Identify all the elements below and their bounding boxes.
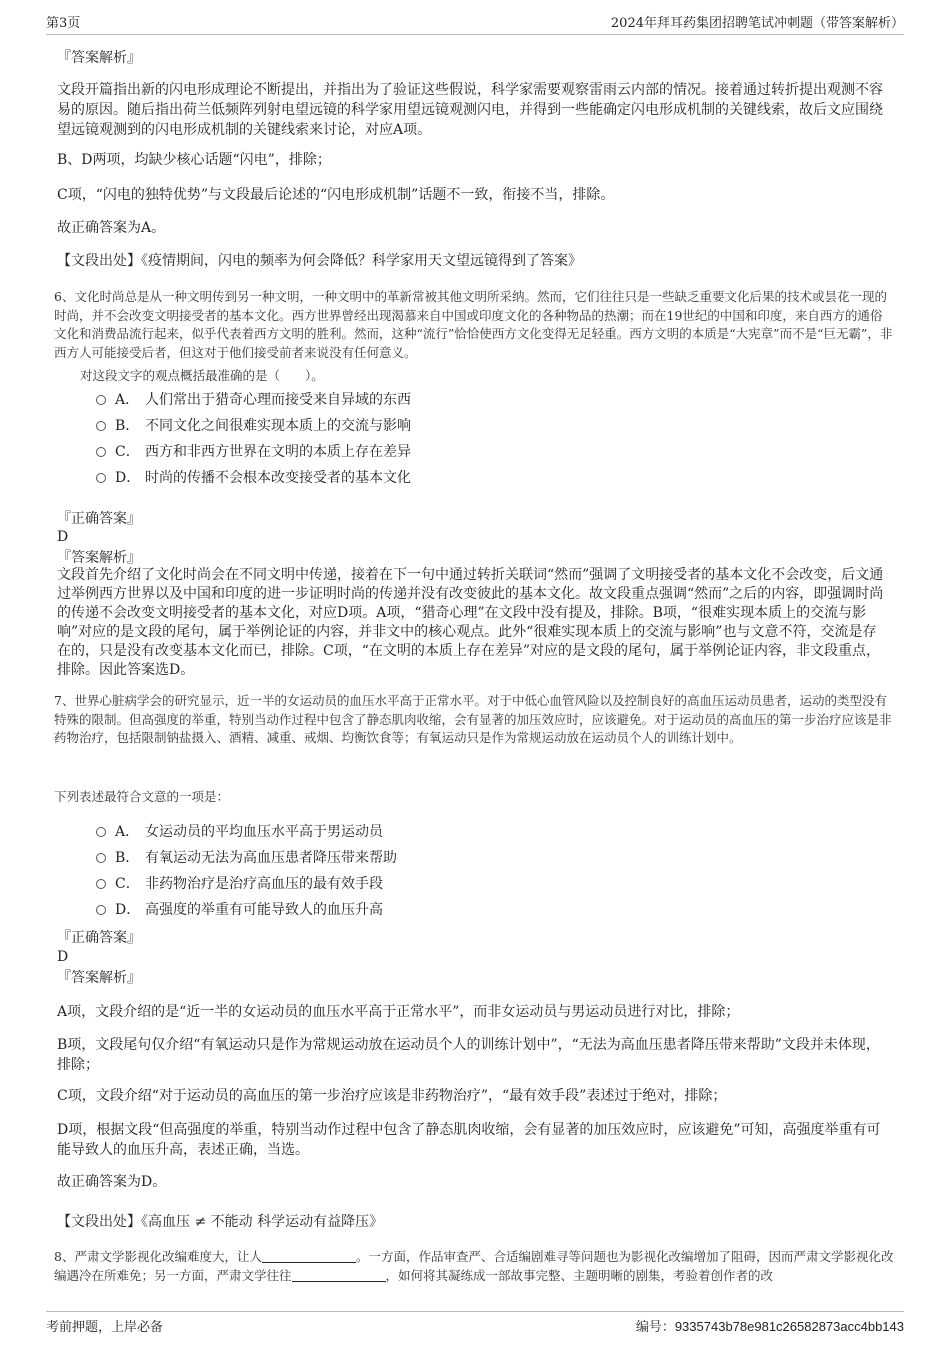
radio-icon[interactable] <box>96 905 106 915</box>
q6-stem: 6、文化时尚总是从一种文明传到另一种文明，一种文明中的革新常被其他文明所采纳。然而，它们往往只是一些缺乏重要文化后果的技术或昙花一现的时尚，并不会改变文明接受者的基本文化。西方世界曾经出现渴慕来自中国或印度文化的各种物品的热潮；而在19世纪的中国和印度，来自西方的通俗文化和消费品流行起来，似乎代表着西方文明的胜利。然而，这种“流行”恰恰使西方文化变得无足轻重。西方文明的本质是“大宪章”而不是“巨无霸”，非西方人可能接受后者，但这对于他们接受前者来说没有任何意义。 <box>54 289 893 360</box>
q7-answer-label: 『正确答案』 <box>57 930 141 946</box>
q6-option-b[interactable]: B． 不同文化之间很难实现本质上的交流与影响 <box>96 416 411 436</box>
page-footer <box>46 1311 904 1335</box>
q7-conclusion: 故正确答案为D。 <box>57 1174 167 1190</box>
radio-icon[interactable] <box>96 473 106 483</box>
q6-option-d[interactable]: D． 时尚的传播不会根本改变接受者的基本文化 <box>96 468 411 488</box>
q7-question: 下列表述最符合文意的一项是： <box>54 789 230 804</box>
radio-icon[interactable] <box>96 395 106 405</box>
q7-option-a[interactable]: A． 女运动员的平均血压水平高于男运动员 <box>96 822 383 842</box>
q7-option-b[interactable]: B． 有氧运动无法为高血压患者降压带来帮助 <box>96 848 397 868</box>
q5-analysis-c: C项，“闪电的独特优势”与文段最后论述的“闪电形成机制”话题不一致，衔接不当，排除。 <box>57 187 615 203</box>
page-number: 第3页 <box>46 16 81 31</box>
q6-analysis: 文段首先介绍了文化时尚会在不同文明中传递，接着在下一句中通过转折关联词“然而”强调了文明接受者的基本文化不会改变，后文通过举例西方世界以及中国和印度的进一步证明时尚的传递并没有改变彼此的基本文化。故文段重点强调“然而”之后的内容，即强调时尚的传递不会改变文明接受者的基本文化，对应D项。A项，“猎奇心理”在文段中没有提及，排除。B项，“很难实现本质上的交流与影响”对应的是文段的尾句，属于举例论证的内容，并非文中的核心观点。此外“很难实现本质上的交流与影响”也与文意不符，交流是存在的，只是没有改变基本文化而已，排除。C项，“在文明的本质上存在差异”对应的是文段的尾句，属于举例论证内容，非文段重点，排除。因此答案选D。 <box>57 567 884 678</box>
q5-analysis-bd: B、D两项，均缺少核心话题“闪电”，排除； <box>57 152 331 168</box>
fill-blank[interactable] <box>262 1250 356 1263</box>
fill-blank[interactable] <box>292 1269 386 1282</box>
q6-option-a[interactable]: A． 人们常出于猎奇心理而接受来自异域的东西 <box>96 390 411 410</box>
q8-stem: 8、严肃文学影视化改编难度大，让人 。一方面，作品审查严、合适编剧难寻等问题也为影视化改编增加了阻碍，因而严肃文学影视化改编遇冷在所难免；另一方面，严肃文学往往 ，如何将其凝练成一部故事完整、主题明晰的剧集，考验着创作者的改 <box>54 1249 894 1283</box>
document-code: 编号：9335743b78e981c26582873acc4bb143 <box>635 1319 904 1334</box>
q6-answer: D <box>57 529 69 545</box>
q7-analysis-c: C项，文段介绍“对于运动员的高血压的第一步治疗应该是非药物治疗”，“最有效手段”表述过于绝对，排除； <box>57 1088 727 1104</box>
q6-question: 对这段文字的观点概括最准确的是（ ）。 <box>80 368 324 383</box>
q7-analysis-label: 『答案解析』 <box>57 970 141 986</box>
q7-option-c[interactable]: C． 非药物治疗是治疗高血压的最有效手段 <box>96 874 383 894</box>
radio-icon[interactable] <box>96 879 106 889</box>
q5-source: 【文段出处】《疫情期间，闪电的频率为何会降低？科学家用天文望远镜得到了答案》 <box>57 253 582 269</box>
q7-analysis-d: D项，根据文段“但高强度的举重，特别当动作过程中包含了静态肌肉收缩，会有显著的加压效应时，应该避免”可知，高强度举重有可能导致人的血压升高，表述正确，当选。 <box>57 1122 881 1158</box>
q7-source: 【文段出处】《高血压 ≠ 不能动 科学运动有益降压》 <box>57 1214 384 1230</box>
q7-analysis-a: A项，文段介绍的是“近一半的女运动员的血压水平高于正常水平”，而非女运动员与男运动员进行对比，排除； <box>57 1004 740 1020</box>
q7-answer: D <box>57 949 69 965</box>
analysis-label: 『答案解析』 <box>57 50 141 66</box>
footer-slogan: 考前押题，上岸必备 <box>46 1320 164 1335</box>
document-title: 2024年拜耳药集团招聘笔试冲刺题（带答案解析） <box>610 16 904 31</box>
radio-icon[interactable] <box>96 421 106 431</box>
q5-analysis-text: 文段开篇指出新的闪电形成理论不断提出，并指出为了验证这些假说，科学家需要观察雷雨云内部的情况。接着通过转折提出观测不容易的原因。随后指出荷兰低频阵列射电望远镜的科学家用望远镜观测闪电，并得到一些能确定闪电形成机制的关键线索，故后文应围绕望远镜观测到的闪电形成机制的关键线索来讨论，对应A项。 <box>57 82 883 138</box>
q6-analysis-label: 『答案解析』 <box>57 550 141 566</box>
q7-analysis-b: B项，文段尾句仅介绍“有氧运动只是作为常规运动放在运动员个人的训练计划中”，“无法为高血压患者降压带来帮助”文段并未体现，排除； <box>57 1037 880 1073</box>
q5-conclusion: 故正确答案为A。 <box>57 220 166 236</box>
radio-icon[interactable] <box>96 447 106 457</box>
q7-option-d[interactable]: D． 高强度的举重有可能导致人的血压升高 <box>96 900 383 920</box>
q7-stem: 7、世界心脏病学会的研究显示，近一半的女运动员的血压水平高于正常水平。对于中低心血管风险以及控制良好的高血压运动员患者，运动的类型没有特殊的限制。但高强度的举重，特别当动作过程中包含了静态肌肉收缩，会有显著的加压效应时，应该避免。对于运动员的高血压的第一步治疗应该是非药物治疗，包括限制钠盐摄入、酒精、减重、戒烟、均衡饮食等；有氧运动只是作为常规运动放在运动员个人的训练计划中。 <box>54 693 892 745</box>
q6-answer-label: 『正确答案』 <box>57 511 141 527</box>
radio-icon[interactable] <box>96 827 106 837</box>
radio-icon[interactable] <box>96 853 106 863</box>
q6-option-c[interactable]: C． 西方和非西方世界在文明的本质上存在差异 <box>96 442 411 462</box>
page-header <box>46 0 904 35</box>
